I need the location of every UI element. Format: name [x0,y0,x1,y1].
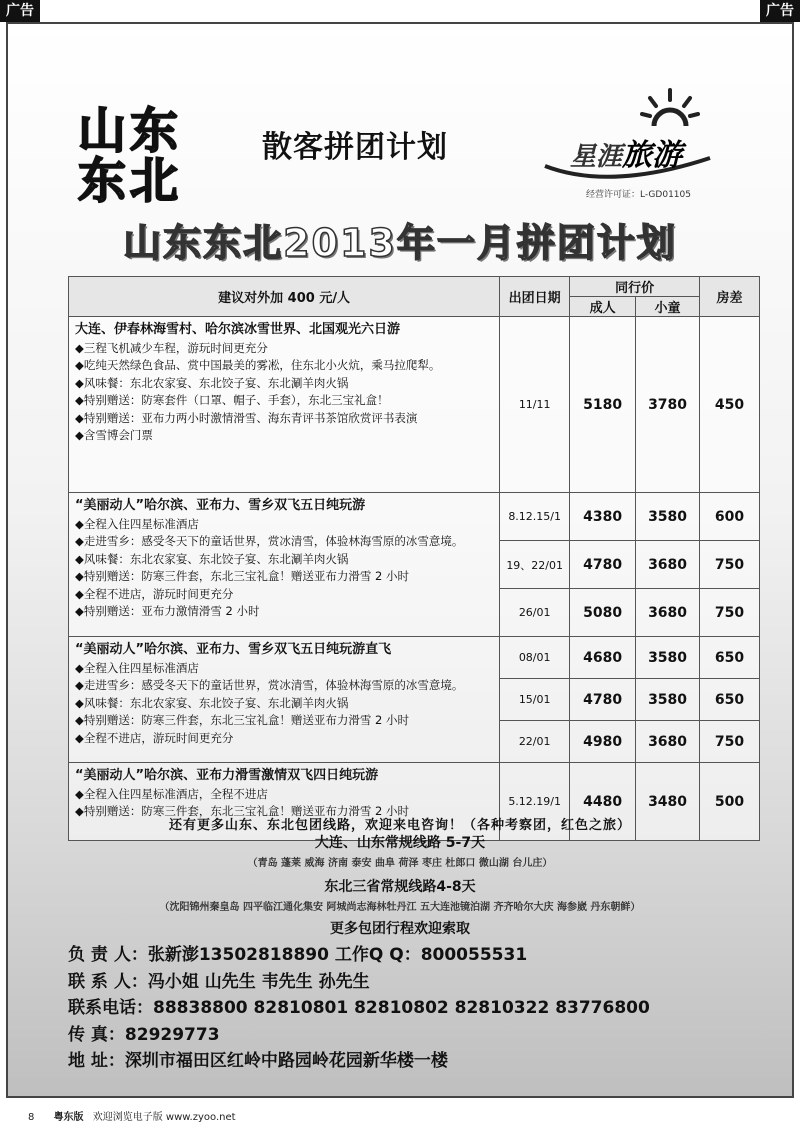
contact-info [68,942,650,1075]
departure-date: 8.12.15/1 [500,493,570,541]
page-number: 8 [28,1112,35,1123]
route-feature: ◆全程不进店，游玩时间更充分 [75,730,234,745]
route-line-3-title: 更多包团行程欢迎索取 [330,921,470,937]
route-description [69,317,500,493]
contact-address: 地 址：深圳市福田区红岭中路园岭花园新华楼一楼 [68,1051,448,1071]
logo-text-a: 星涯 [570,142,623,172]
room-supplement: 600 [700,493,760,541]
footer [28,1108,236,1123]
header-desc: 建议对外加 400 元/人 [69,277,500,317]
room-supplement: 750 [700,721,760,763]
route-feature: ◆特别赠送：亚布力激情滑雪 2 小时 [75,604,260,618]
table-row [69,637,760,679]
route-feature: ◆特别赠送：亚布力两小时激情滑雪、海东青评书茶馆欣赏评书表演 [75,410,418,425]
route-title: “美丽动人”哈尔滨、亚布力、雪乡双飞五日纯玩游 [75,498,366,513]
adult-price: 4780 [570,679,636,721]
departure-date: 5.12.19/1 [500,763,570,841]
table-row [69,493,760,541]
contact-fax: 传 真：82929773 [68,1024,220,1045]
route-feature: ◆特别赠送：防寒三件套，东北三宝礼盒！赠送亚布力滑雪 2 小时 [75,569,409,583]
route-feature: ◆全程入住四星标准酒店 [75,516,199,531]
route-feature: ◆含雪博会门票 [75,428,153,442]
route-line-2-cities: （沈阳锦州秦皇岛 四平临江通化集安 阿城尚志海林牡丹江 五大连池镜泊湖 齐齐哈尔大庆 海参崴 丹东朝鲜） [159,902,641,913]
side-title-shandong: 山东 [78,103,183,159]
license-number: 经营许可证：L-GD01105 [586,190,691,200]
route-title: 大连、伊春林海雪村、哈尔滨冰雪世界、北国观光六日游 [75,322,401,337]
route-feature: ◆特别赠送：防寒套件（口罩、帽子、手套），东北三宝礼盒！ [75,393,389,407]
route-description [69,637,500,763]
adult-price: 4680 [570,637,636,679]
route-feature: ◆走进雪乡：感受冬天下的童话世界，赏冰清雪，体验林海雪原的冰雪意境。 [75,534,464,548]
plan-title: 散客拼团计划 [262,130,448,165]
room-supplement: 450 [700,317,760,493]
route-feature: ◆走进雪乡：感受冬天下的童话世界，赏冰清雪，体验林海雪原的冰雪意境。 [75,678,464,692]
route-feature: ◆特别赠送：防寒三件套，东北三宝礼盒！赠送亚布力滑雪 2 小时 [75,804,409,818]
header-adult: 成人 [570,297,636,317]
route-feature: ◆全程入住四星标准酒店，全程不进店 [75,786,268,801]
contact-persons: 联 系 人：冯小姐 山先生 韦先生 孙先生 [68,971,370,992]
banner-title: 山东东北2013年一月拼团计划 [123,221,677,265]
route-feature: ◆特别赠送：防寒三件套，东北三宝礼盒！赠送亚布力滑雪 2 小时 [75,713,409,727]
contact-phones: 联系电话：88838800 82810801 82810802 82810322 83776800 [68,998,650,1018]
room-supplement: 750 [700,541,760,589]
route-feature: ◆风味餐：东北农家宴、东北饺子宴、东北涮羊肉火锅 [75,375,349,390]
route-title: “美丽动人”哈尔滨、亚布力滑雪激情双飞四日纯玩游 [75,768,379,783]
header-room: 房差 [700,277,760,317]
route-line-1-cities: （青岛 蓬莱 威海 济南 泰安 曲阜 荷泽 枣庄 杜郎口 微山湖 台儿庄） [247,858,553,869]
table-row [69,317,760,493]
departure-date: 19、22/01 [500,541,570,589]
edition-label: 粤东版 [53,1112,84,1123]
route-feature: ◆全程不进店，游玩时间更充分 [75,586,234,601]
departure-date: 08/01 [500,637,570,679]
route-description [69,493,500,637]
adult-price: 4380 [570,493,636,541]
adult-price: 4480 [570,763,636,841]
tour-plan-table [68,276,760,841]
child-price: 3580 [636,679,700,721]
child-price: 3780 [636,317,700,493]
departure-date: 22/01 [500,721,570,763]
header-date: 出团日期 [500,277,570,317]
contact-manager: 负 责 人：张新澎13502818890 工作Q Q：800055531 [68,945,528,965]
route-feature: ◆风味餐：东北农家宴、东北饺子宴、东北涮羊肉火锅 [75,551,349,566]
route-feature: ◆风味餐：东北农家宴、东北饺子宴、东北涮羊肉火锅 [75,695,349,710]
adult-price: 4780 [570,541,636,589]
adult-price: 5180 [570,317,636,493]
child-price: 3580 [636,637,700,679]
child-price: 3580 [636,493,700,541]
route-feature: ◆吃纯天然绿色食品、赏中国最美的雾凇，住东北小火炕，乘马拉爬犁。 [75,358,441,372]
child-price: 3680 [636,589,700,637]
child-price: 3680 [636,721,700,763]
departure-date: 26/01 [500,589,570,637]
logo-text-b: 旅游 [622,138,683,173]
route-line-2-title: 东北三省常规线路4-8天 [324,879,476,895]
side-title-dongbei: 东北 [78,153,183,209]
child-price: 3480 [636,763,700,841]
route-title: “美丽动人”哈尔滨、亚布力、雪乡双飞五日纯玩游直飞 [75,642,392,657]
child-price: 3680 [636,541,700,589]
logo-text [570,130,682,174]
departure-date: 11/11 [500,317,570,493]
route-line-1-title: 大连、山东常规线路 5-7天 [314,835,486,851]
footer-website[interactable]: 欢迎浏览电子版 www.zyoo.net [92,1112,236,1123]
room-supplement: 500 [700,763,760,841]
route-feature: ◆三程飞机减少车程，游玩时间更充分 [75,340,268,355]
adult-price: 5080 [570,589,636,637]
ad-label-left: 广告 [0,0,40,22]
more-routes-note: 还有更多山东、东北包团线路，欢迎来电咨询！（各种考察团，红色之旅） [168,818,631,833]
room-supplement: 650 [700,679,760,721]
room-supplement: 650 [700,637,760,679]
header-child: 小童 [636,297,700,317]
ad-label-right: 广告 [760,0,800,22]
header-peer-price: 同行价 [570,277,700,297]
room-supplement: 750 [700,589,760,637]
departure-date: 15/01 [500,679,570,721]
adult-price: 4980 [570,721,636,763]
route-feature: ◆全程入住四星标准酒店 [75,660,199,675]
